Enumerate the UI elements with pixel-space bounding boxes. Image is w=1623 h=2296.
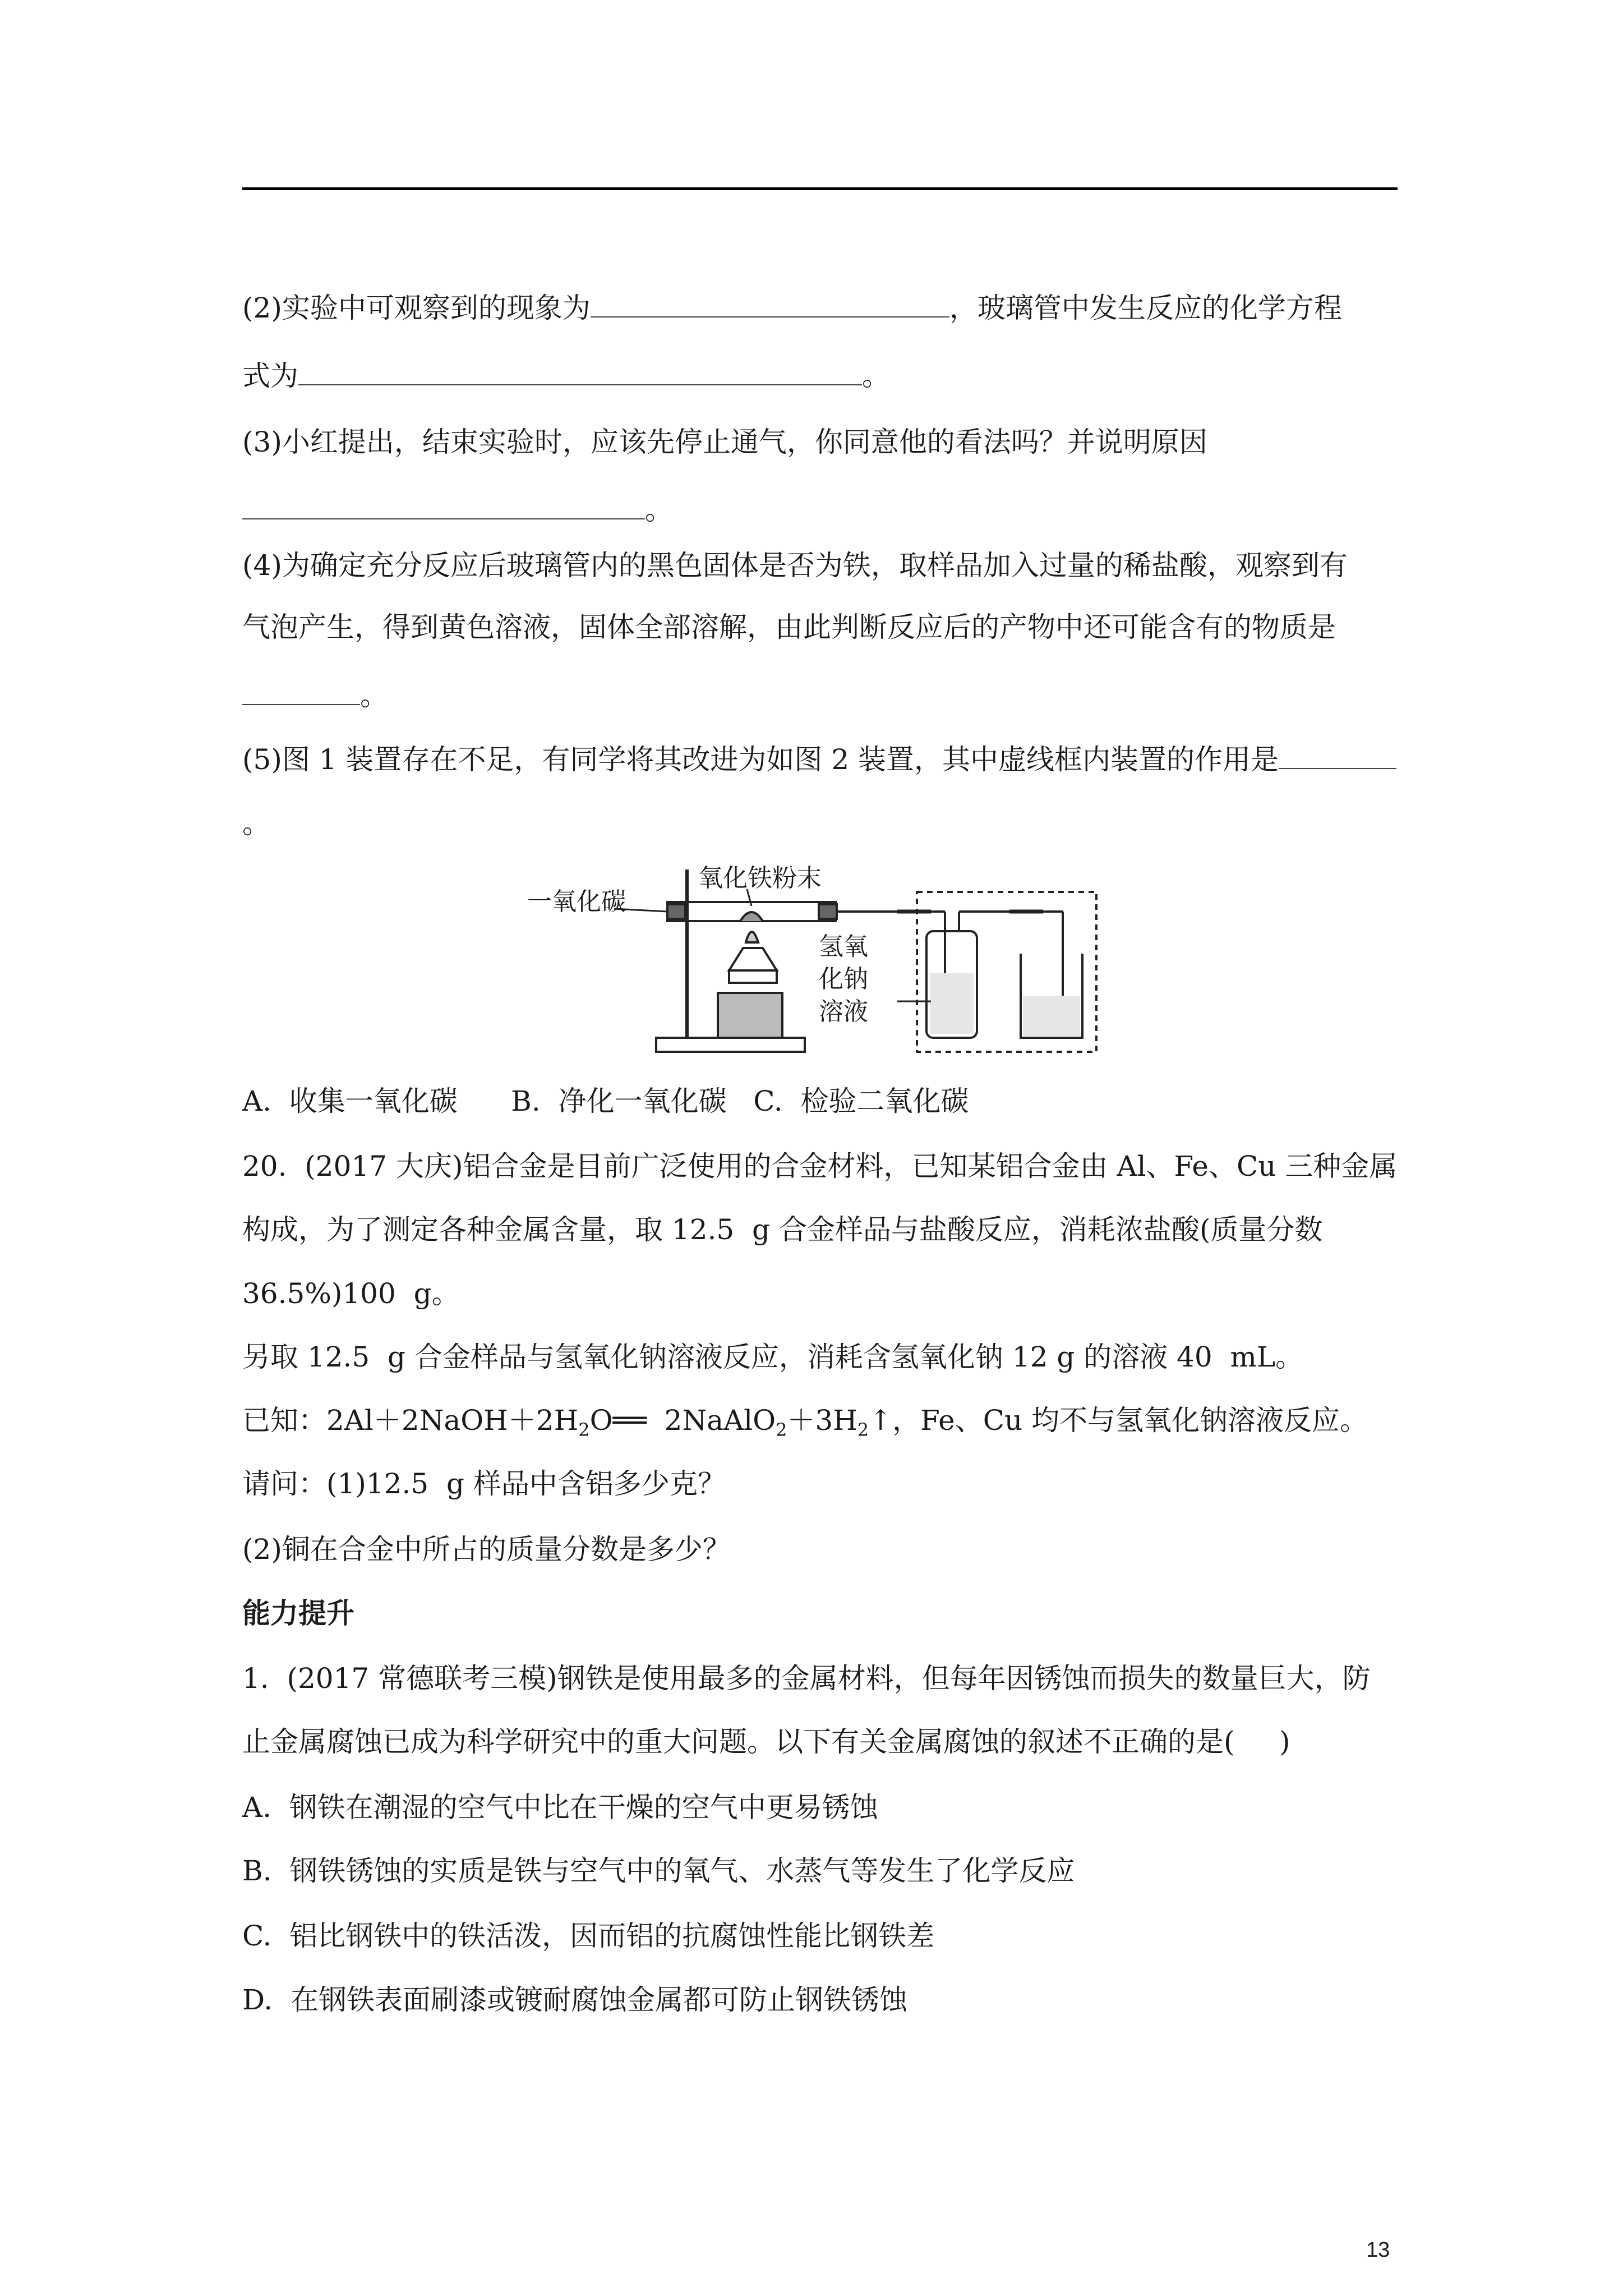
apparatus-diagram	[527, 858, 1105, 1060]
naoh-solution	[930, 973, 974, 1034]
answer-blank[interactable]	[1279, 741, 1396, 769]
q1-option-a: A. 钢铁在潮湿的空气中比在干燥的空气中更易锈蚀	[242, 1791, 878, 1824]
q19-part3-line1: (3)小红提出，结束实验时，应该先停止通气，你同意他的看法吗？并说明原因	[242, 426, 1207, 458]
block	[718, 993, 782, 1038]
q19-part3-line2: 。	[242, 491, 673, 527]
answer-blank[interactable]	[242, 491, 645, 519]
q19-part4-line3: 。	[242, 677, 388, 712]
q20-line3: 36.5%)100 g。	[242, 1277, 460, 1310]
answer-blank[interactable]	[298, 357, 862, 385]
q1-option-c: C. 铝比钢铁中的铁活泼，因而铝的抗腐蚀性能比钢铁差	[242, 1920, 935, 1952]
q1-option-d: D. 在钢铁表面刷漆或镀耐腐蚀金属都可防止钢铁锈蚀	[242, 1984, 907, 2016]
q1-option-b: B. 钢铁锈蚀的实质是铁与空气中的氧气、水蒸气等发生了化学反应	[242, 1855, 1075, 1887]
beaker-liquid	[1023, 996, 1080, 1036]
answer-blank[interactable]	[242, 677, 360, 705]
naoh-label-2: 化钠	[819, 965, 868, 993]
q20-equation: 已知：$2Al+2NaOH+2H_2O══$ $2NaAlO_2+3H_2↑$，Fe、Cu 均不与氢氧化钠溶液反应。	[242, 1404, 1368, 1441]
answer-blank[interactable]	[591, 289, 949, 318]
apparatus-figure	[527, 858, 1105, 1060]
left-stopper	[667, 904, 685, 919]
naoh-label-3: 溶液	[819, 997, 868, 1026]
q19-options: A. 收集一氧化碳 B. 净化一氧化碳 C. 检验二氧化碳	[242, 1085, 969, 1117]
fe2o3-label: 氧化铁粉末	[698, 864, 822, 892]
q20-line2: 构成，为了测定各种金属含量，取 12.5 g 合金样品与盐酸反应，消耗浓盐酸(质量分数	[242, 1213, 1323, 1246]
q20-question1: 请问：(1)12.5 g 样品中含铝多少克？	[242, 1467, 726, 1500]
stand-base	[656, 1038, 805, 1052]
q19-part4-line2: 气泡产生，得到黄色溶液，固体全部溶解，由此判断反应后的产物中还可能含有的物质是	[242, 611, 1336, 643]
iron-oxide-powder	[740, 912, 763, 921]
co-label: 一氧化碳	[527, 887, 626, 916]
right-stopper	[819, 904, 837, 919]
lamp-neck	[729, 970, 777, 983]
naoh-label-1: 氢氧	[819, 932, 868, 961]
q20-line1: 20. (2017 大庆)铝合金是目前广泛使用的合金材料，已知某铝合金由 Al、Fe、Cu 三种金属	[242, 1150, 1398, 1182]
q19-part2-line1: (2)实验中可观察到的现象为 ，玻璃管中发生反应的化学方程	[242, 289, 1342, 325]
q20-line4: 另取 12.5 g 合金样品与氢氧化钠溶液反应，消耗含氢氧化钠 12 g 的溶液 40 mL。	[242, 1341, 1304, 1373]
header-rule	[242, 187, 1398, 190]
lamp-top	[729, 948, 777, 970]
q20-question2: (2)铜在合金中所占的质量分数是多少？	[242, 1533, 731, 1566]
q19-part5-line1: (5)图 1 装置存在不足，有同学将其改进为如图 2 装置，其中虚线框内装置的作用是	[242, 741, 1396, 776]
q19-part5-line2: 。	[242, 807, 270, 840]
page-number: 13	[1366, 2238, 1390, 2262]
flame	[746, 932, 758, 942]
q19-part4-line1: (4)为确定充分反应后玻璃管内的黑色固体是否为铁，取样品加入过量的稀盐酸，观察到有	[242, 549, 1348, 582]
section-title: 能力提升	[242, 1597, 354, 1630]
q19-part2-line2: 式为 。	[242, 357, 890, 393]
q1-stem-line2: 止金属腐蚀已成为科学研究中的重大问题。以下有关金属腐蚀的叙述不正确的是( )	[242, 1726, 1290, 1758]
q1-stem-line1: 1. (2017 常德联考三模)钢铁是使用最多的金属材料，但每年因锈蚀而损失的数量巨大，防	[242, 1662, 1371, 1695]
